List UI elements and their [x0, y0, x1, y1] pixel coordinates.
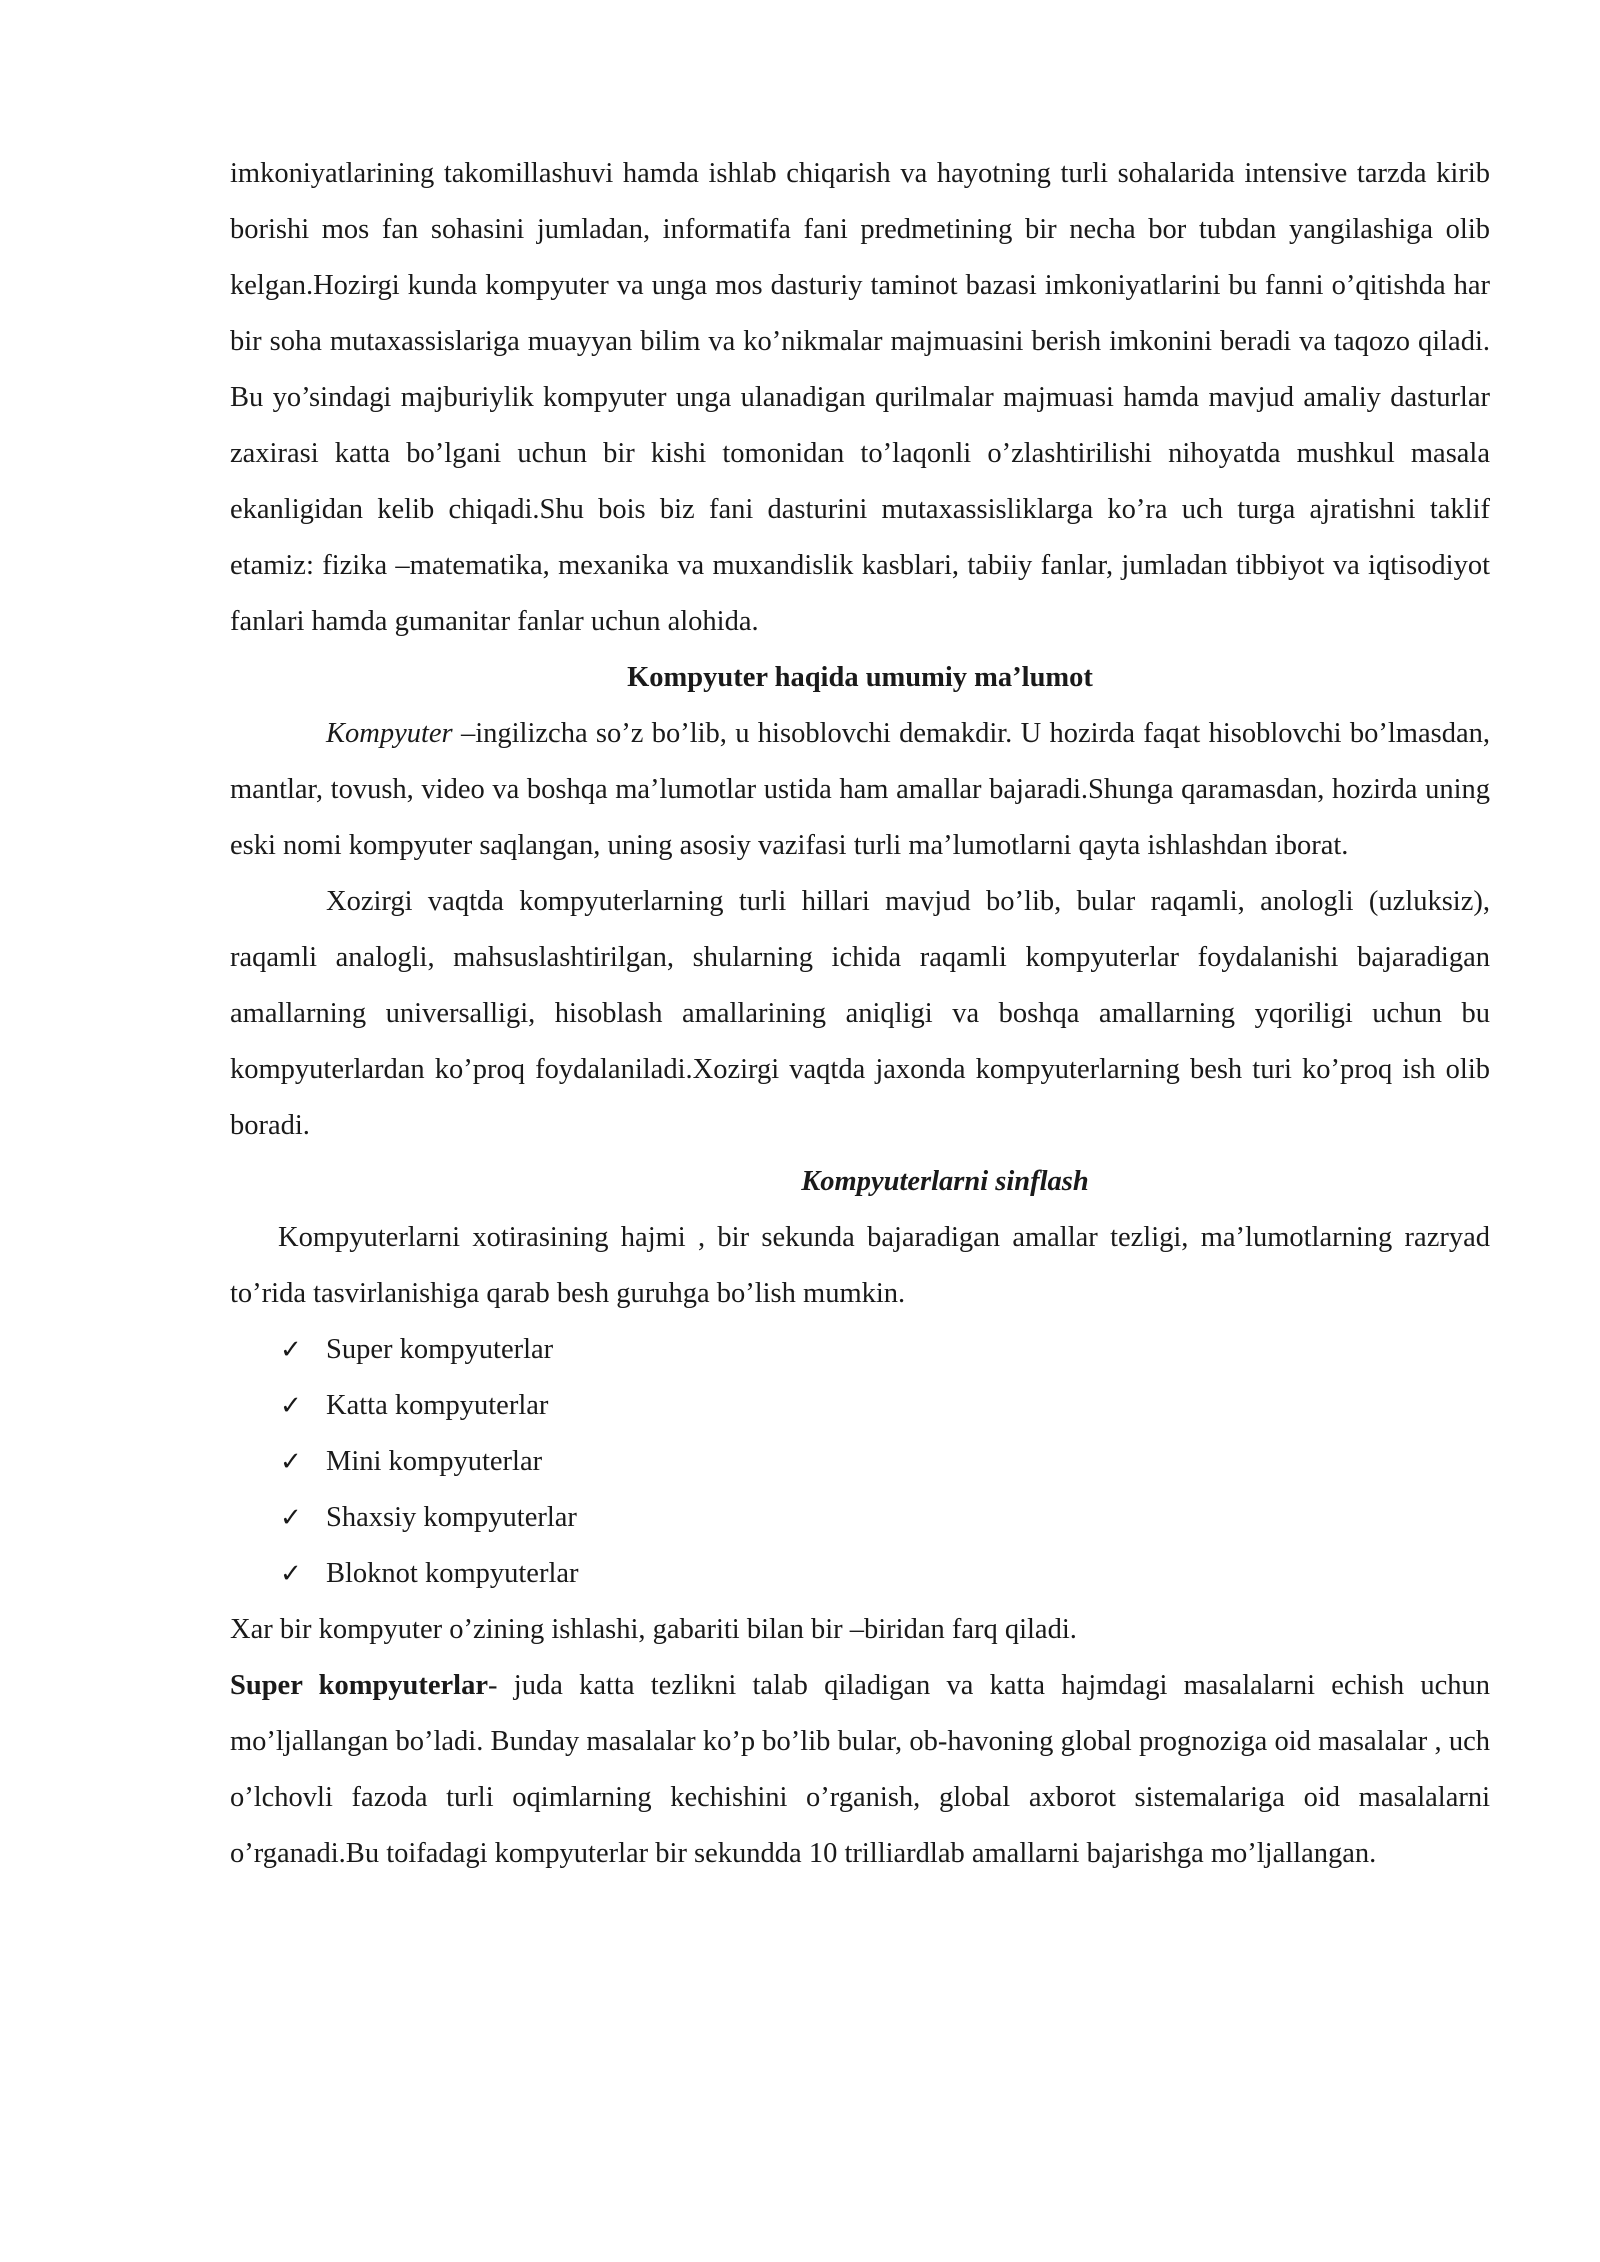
document-page	[230, 146, 1490, 1882]
paragraph-computer-definition	[230, 706, 1490, 874]
list-item-label: Bloknot kompyuterlar	[326, 1558, 579, 1589]
list-item	[280, 1546, 1490, 1602]
list-item-label: Super kompyuterlar	[326, 1334, 554, 1365]
check-icon: ✓	[280, 1447, 302, 1477]
check-icon: ✓	[280, 1335, 302, 1365]
list-item-label: Mini kompyuterlar	[326, 1446, 543, 1477]
list-item-label: Shaxsiy kompyuterlar	[326, 1502, 577, 1533]
list-item	[280, 1378, 1490, 1434]
list-item	[280, 1434, 1490, 1490]
paragraph-computer-definition-text: –ingilizcha so’z bo’lib, u hisoblovchi demakdir. U hozirda faqat hisoblovchi bo’lmasdan, mantlar, tovush, video va boshqa ma’lumotlar ustida ham amallar bajaradi.Shunga qaramasdan, hozirda uning eski nomi kompyuter saqlangan, uning asosiy vazifasi turli ma’lumotlarni qayta ishlashdan iborat.	[230, 718, 1490, 861]
list-item	[280, 1490, 1490, 1546]
computer-type-list	[230, 1322, 1490, 1602]
heading-classification: Kompyuterlarni sinflash	[801, 1166, 1089, 1197]
paragraph-super-computers	[230, 1658, 1490, 1882]
paragraph-super-computers-text: - juda katta tezlikni talab qiladigan va katta hajmdagi masalalarni echish uchun mo’ljallangan bo’ladi. Bunday masalalar ko’p bo’lib bular, ob-havoning global prognoziga oid masalalar , uch o’lchovli fazoda turli oqimlarning kechishini o’rganish, global axborot sistemalariga oid masalalarni o’rganadi.Bu toifadagi kompyuterlar bir sekundda 10 trilliardlab amallarni bajarishga mo’ljallangan.	[230, 1670, 1490, 1869]
paragraph-differences: Xar bir kompyuter o’zining ishlashi, gabariti bilan bir –biridan farq qiladi.	[230, 1614, 1077, 1645]
paragraph-intro: imkoniyatlarining takomillashuvi hamda ishlab chiqarish va hayotning turli sohalarida intensive tarzda kirib borishi mos fan sohasini jumladan, informatifa fani predmetining bir necha bor tubdan yangilashiga olib kelgan.Hozirgi kunda kompyuter va unga mos dasturiy taminot bazasi imkoniyatlarini bu fanni o’qitishda har bir soha mutaxassislariga muayyan bilim va ko’nikmalar majmuasini berish imkonini beradi va taqozo qiladi. Bu yo’sindagi majburiylik kompyuter unga ulanadigan qurilmalar majmuasi hamda mavjud amaliy dasturlar zaxirasi katta bo’lgani uchun bir kishi tomonidan to’laqonli o’zlashtirilishi nihoyatda mushkul masala ekanligidan kelib chiqadi.Shu bois biz fani dasturini mutaxassisliklarga ko’ra uch turga ajratishni taklif etamiz: fizika –matematika, mexanika va muxandislik kasblari, tabiiy fanlar, jumladan tibbiyot va iqtisodiyot fanlari hamda gumanitar fanlar uchun alohida.	[230, 158, 1490, 637]
paragraph-classification: Kompyuterlarni xotirasining hajmi , bir sekunda bajaradigan amallar tezligi, ma’lumotlarning razryad to’rida tasvirlanishiga qarab besh guruhga bo’lish mumkin.	[230, 1222, 1490, 1309]
list-item-label: Katta kompyuterlar	[326, 1390, 549, 1421]
check-icon: ✓	[280, 1559, 302, 1589]
paragraph-computer-types: Xozirgi vaqtda kompyuterlarning turli hillari mavjud bo’lib, bular raqamli, anologli (uzluksiz), raqamli analogli, mahsuslashtirilgan, shularning ichida raqamli kompyuterlar foydalanishi bajaradigan amallarning universalligi, hisoblash amallarining aniqligi va boshqa amallarning yqoriligi uchun bu kompyuterlardan ko’proq foydalaniladi.Xozirgi vaqtda jaxonda kompyuterlarning besh turi ko’proq ish olib boradi.	[230, 886, 1490, 1141]
term-super-kompyuterlar: Super kompyuterlar	[230, 1670, 489, 1701]
list-item	[280, 1322, 1490, 1378]
heading-general-info: Kompyuter haqida umumiy ma’lumot	[627, 662, 1093, 693]
check-icon: ✓	[280, 1391, 302, 1421]
term-kompyuter: Kompyuter	[326, 718, 453, 749]
check-icon: ✓	[280, 1503, 302, 1533]
